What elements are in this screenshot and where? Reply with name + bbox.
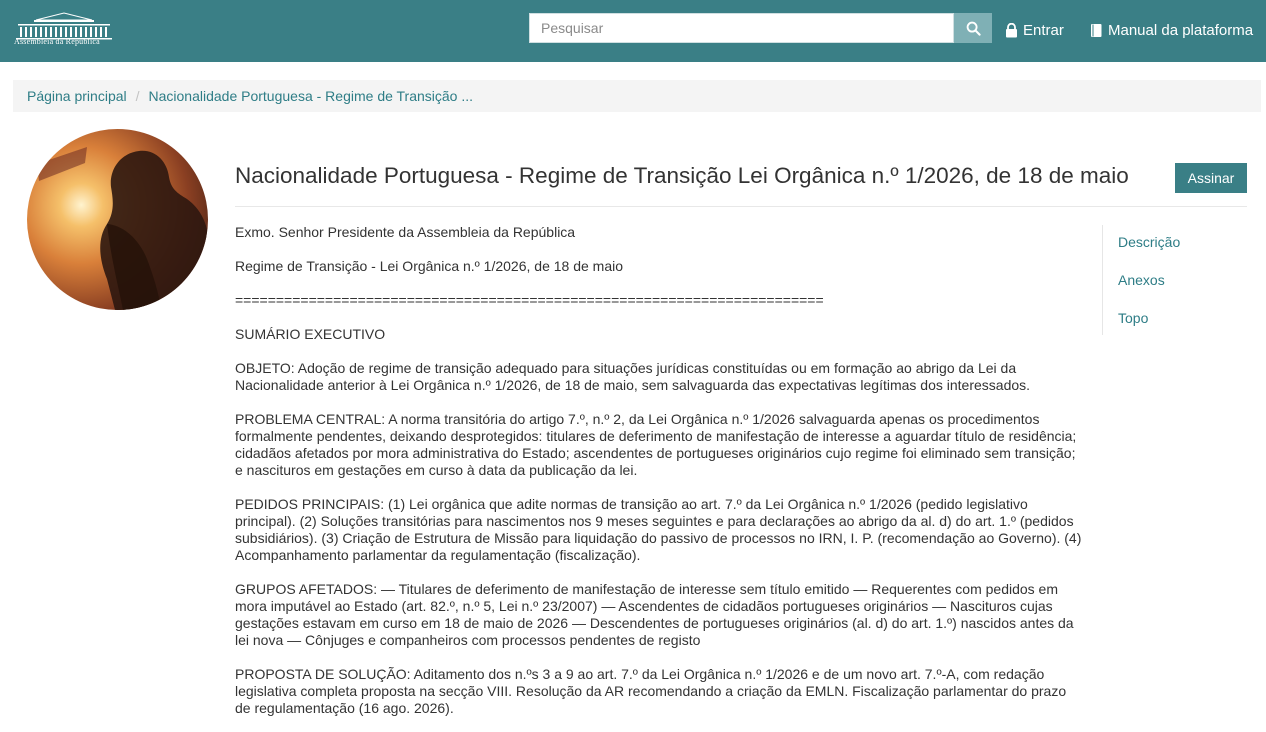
search-bar xyxy=(529,13,992,43)
sign-button[interactable]: Assinar xyxy=(1175,163,1247,193)
section-link-descricao[interactable]: Descrição xyxy=(1118,234,1181,250)
lock-icon xyxy=(1005,23,1018,38)
breadcrumb-separator: / xyxy=(135,88,140,104)
login-link[interactable] xyxy=(1005,20,1064,40)
paragraph-grupos-afetados: GRUPOS AFETADOS: — Titulares de deferimento de manifestação de interesse sem título emitido — Requerentes com pedidos em mora imputável ao Estado (art. 82.º, n.º 5, Lei n.º 23/2007) — Ascendentes de cidadãos portugueses originários — Nascituros cujas gestações estavam em curso em 18 de maio de 2026 — Descendentes de portugueses originários (al. d) do art. 1.º) nascidos antes da lei nova — Cônjuges e companheiros com processos pendentes de registo xyxy=(235,581,1074,648)
breadcrumb xyxy=(13,80,1261,112)
separator-line: ======================================================================== xyxy=(235,292,824,308)
book-icon xyxy=(1090,23,1103,38)
breadcrumb-current[interactable]: Nacionalidade Portuguesa - Regime de Transição ... xyxy=(148,88,474,104)
paragraph-problema-central: PROBLEMA CENTRAL: A norma transitória do artigo 7.º, n.º 2, da Lei Orgânica n.º 1/2026 salvaguarda apenas os procedimentos formalmente pendentes, deixando desprotegidos: titulares de deferimento de manifestação de interesse a aguardar título de residência; cidadãos afetados por mora administrativa do Estado; ascendentes de portugueses originários cujo regime foi eliminado sem transição; e nascituros em gestações em curso à data da publicação da lei. xyxy=(235,411,1077,478)
section-link-anexos[interactable]: Anexos xyxy=(1118,272,1165,288)
paragraph-proposta-solucao: PROPOSTA DE SOLUÇÃO: Aditamento dos n.ºs 3 a 9 ao art. 7.º da Lei Orgânica n.º 1/2026 e de um novo art. 7.º-A, com redação legislativa completa proposta na secção VIII. Resolução da AR recomendando a criação da EMLN. Fiscalização parlamentar do prazo de regulamentação (16 ago. 2026). xyxy=(235,666,1067,716)
paragraph-objeto: OBJETO: Adoção de regime de transição adequado para situações jurídicas constituídas ou em formação ao abrigo da Lei da Nacionalidade anterior à Lei Orgânica n.º 1/2026, de 18 de maio, sem salvaguarda das expectativas legítimas dos interessados. xyxy=(235,360,1031,393)
search-input[interactable] xyxy=(529,13,954,43)
section-heading: SUMÁRIO EXECUTIVO xyxy=(235,326,386,342)
section-link-topo[interactable]: Topo xyxy=(1118,310,1149,326)
top-header xyxy=(0,0,1266,62)
platform-manual-link[interactable] xyxy=(1090,20,1253,40)
subject-line: Regime de Transição - Lei Orgânica n.º 1/2026, de 18 de maio xyxy=(235,258,624,274)
login-label: Entrar xyxy=(1023,21,1064,39)
salutation: Exmo. Senhor Presidente da Assembleia da República xyxy=(235,224,576,240)
paragraph-pedidos-principais: PEDIDOS PRINCIPAIS: (1) Lei orgânica que adite normas de transição ao art. 7.º da Lei Orgânica n.º 1/2026 (pedido legislativo principal). (2) Soluções transitórias para nascimentos nos 9 meses seguintes e para declarações ao abrigo da al. d) do art. 1.º (pedidos subsidiários). (3) Criação de Estrutura de Missão para liquidação do passivo de processos no IRN, I. P. (recomendação ao Governo). (4) Acompanhamento parlamentar da regulamentação (fiscalização). xyxy=(235,496,1082,563)
petition-description xyxy=(235,224,1085,732)
logo-text: Assembleia da República xyxy=(14,37,100,46)
search-button[interactable] xyxy=(954,13,992,43)
petition-image xyxy=(27,129,208,310)
section-nav xyxy=(1102,225,1252,335)
search-icon xyxy=(966,21,981,36)
title-divider xyxy=(235,206,1247,207)
page-title: Nacionalidade Portuguesa - Regime de Transição Lei Orgânica n.º 1/2026, de 18 de maio xyxy=(235,163,1129,188)
platform-manual-label: Manual da plataforma xyxy=(1108,21,1254,39)
breadcrumb-home[interactable]: Página principal xyxy=(27,88,127,104)
